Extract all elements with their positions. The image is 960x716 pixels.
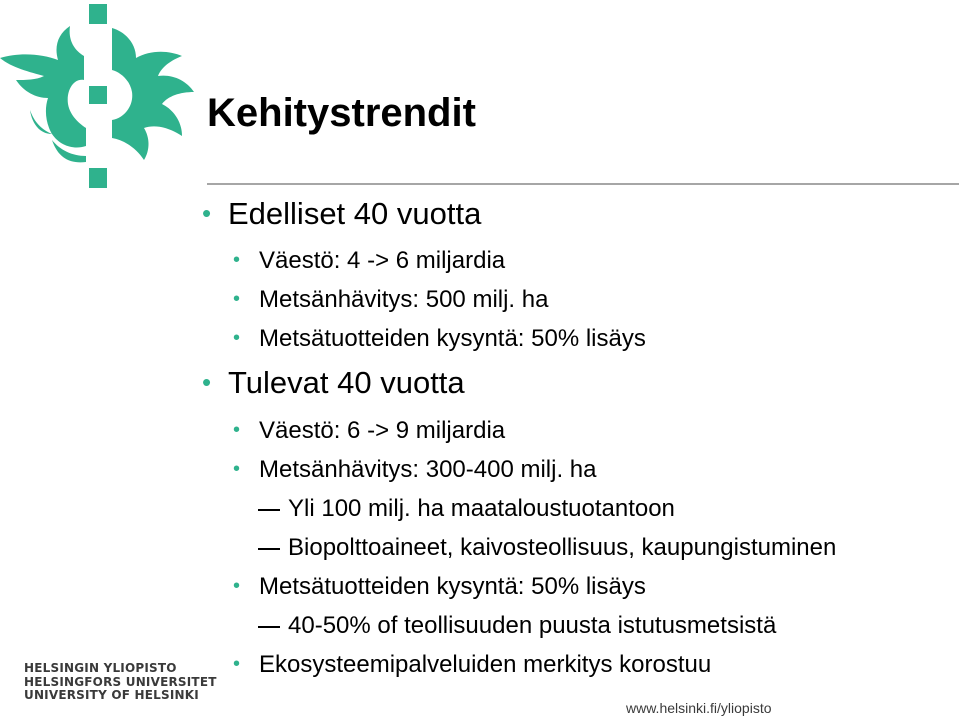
slide-title: Kehitystrendit (207, 91, 476, 135)
bullet-icon: • (233, 249, 241, 271)
bullet-icon: • (233, 575, 241, 597)
list-item-text: Ekosysteemipalveluiden merkitys korostuu (259, 651, 712, 678)
dash-bullet-icon (258, 548, 280, 550)
footer-url: www.helsinki.fi/yliopisto (626, 700, 772, 716)
list-item-text: 40-50% of teollisuuden puusta istutusmetsistä (288, 612, 777, 639)
list-item (288, 536, 836, 560)
bullet-icon: • (202, 198, 212, 228)
bullet-icon: • (233, 458, 241, 480)
wordmark-line-fi: HELSINGIN YLIOPISTO (24, 661, 177, 675)
list-item-text: Tulevat 40 vuotta (228, 365, 465, 400)
wordmark-line-sv: HELSINGFORS UNIVERSITET (24, 674, 217, 689)
list-item-text: Metsänhävitys: 300-400 milj. ha (259, 456, 597, 483)
list-item (202, 196, 482, 231)
dash-bullet-icon (258, 626, 280, 628)
list-item-text: Väestö: 6 -> 9 miljardia (259, 417, 506, 444)
list-item (233, 325, 646, 352)
list-item (233, 286, 549, 313)
list-item (233, 573, 646, 600)
list-item (288, 614, 776, 638)
list-item-text: Väestö: 4 -> 6 miljardia (259, 247, 506, 274)
list-item (233, 417, 506, 444)
bullet-icon: • (233, 419, 241, 441)
list-item (233, 247, 506, 274)
bullet-icon: • (233, 327, 241, 349)
list-item (233, 651, 712, 678)
list-item-text: Metsätuotteiden kysyntä: 50% lisäys (259, 573, 646, 600)
list-item (202, 365, 465, 400)
wordmark-line-en: UNIVERSITY OF HELSINKI (24, 688, 199, 702)
university-logo-icon (0, 0, 200, 190)
list-item-text: Metsänhävitys: 500 milj. ha (259, 286, 549, 313)
list-item-text: Edelliset 40 vuotta (228, 196, 482, 231)
bullet-icon: • (233, 653, 241, 675)
list-item-text: Biopolttoaineet, kaivosteollisuus, kaupungistuminen (288, 534, 837, 561)
title-divider (207, 183, 959, 185)
bullet-icon: • (202, 367, 212, 397)
list-item-text: Metsätuotteiden kysyntä: 50% lisäys (259, 325, 646, 352)
list-item (288, 497, 675, 521)
dash-bullet-icon (258, 509, 280, 511)
list-item (233, 456, 597, 483)
university-wordmark (24, 662, 217, 703)
bullet-icon: • (233, 288, 241, 310)
list-item-text: Yli 100 milj. ha maataloustuotantoon (288, 495, 675, 522)
